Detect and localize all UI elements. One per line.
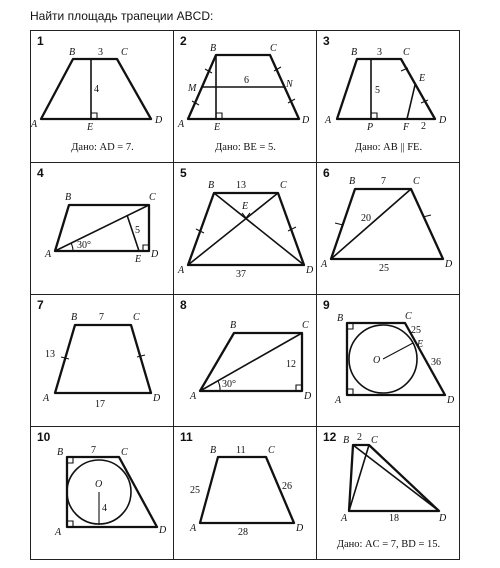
svg-text:D: D (447, 395, 455, 406)
problem-4-cell (31, 163, 174, 295)
problem-number: 12 (323, 430, 337, 444)
svg-text:25: 25 (379, 263, 389, 274)
svg-text:D: D (296, 523, 304, 534)
svg-text:D: D (153, 393, 161, 404)
svg-text:B: B (337, 313, 344, 324)
problem-given: Дано: AB || FE. (354, 142, 423, 153)
svg-text:A: A (55, 527, 62, 538)
svg-text:B: B (349, 176, 356, 187)
svg-text:3: 3 (377, 47, 382, 58)
svg-text:D: D (306, 265, 314, 276)
svg-text:D: D (155, 115, 163, 126)
svg-text:12: 12 (286, 359, 296, 370)
svg-text:D: D (302, 115, 310, 126)
svg-text:37: 37 (236, 269, 246, 280)
svg-text:B: B (71, 312, 78, 323)
problem-number: 2 (180, 34, 187, 48)
svg-text:A: A (45, 249, 52, 260)
problem-6-cell (317, 163, 460, 295)
svg-text:B: B (57, 447, 64, 458)
problem-5-cell (174, 163, 317, 295)
svg-text:B: B (210, 43, 217, 54)
problem-9-cell (317, 295, 460, 427)
problem-3-cell (317, 31, 460, 163)
svg-text:C: C (268, 445, 275, 456)
svg-text:25: 25 (190, 485, 200, 496)
problem-7-figure (31, 295, 174, 427)
problem-2-cell (174, 31, 317, 163)
svg-text:4: 4 (102, 503, 107, 514)
svg-text:D: D (445, 259, 453, 270)
problem-10-cell (31, 427, 174, 559)
svg-text:30°: 30° (222, 379, 236, 390)
svg-text:A: A (321, 259, 328, 270)
problems-grid (30, 30, 460, 560)
svg-text:E: E (135, 254, 142, 265)
problem-number: 6 (323, 166, 330, 180)
svg-text:C: C (302, 320, 309, 331)
svg-text:M: M (188, 83, 197, 94)
problem-6-figure (317, 163, 460, 295)
svg-text:11: 11 (236, 445, 246, 456)
svg-text:A: A (325, 115, 332, 126)
problem-number: 8 (180, 298, 187, 312)
svg-text:5: 5 (375, 85, 380, 96)
problem-given: Дано: AC = 7, BD = 15. (336, 539, 441, 550)
svg-text:B: B (351, 47, 358, 58)
problem-11-cell (174, 427, 317, 559)
problem-1-cell (31, 31, 174, 163)
svg-text:C: C (280, 180, 287, 191)
svg-text:N: N (286, 79, 293, 90)
svg-text:D: D (151, 249, 159, 260)
svg-text:E: E (419, 73, 426, 84)
problem-4-figure (31, 163, 174, 295)
problem-10-figure (31, 427, 174, 559)
svg-text:C: C (133, 312, 140, 323)
svg-text:17: 17 (95, 399, 105, 410)
svg-text:C: C (121, 447, 128, 458)
svg-text:28: 28 (238, 527, 248, 538)
svg-text:13: 13 (236, 180, 246, 191)
svg-text:E: E (417, 339, 424, 350)
svg-text:25: 25 (411, 325, 421, 336)
problem-11-figure (174, 427, 317, 559)
svg-text:C: C (371, 435, 378, 446)
svg-text:C: C (149, 192, 156, 203)
problem-9-figure (317, 295, 460, 427)
svg-text:D: D (159, 525, 167, 536)
svg-text:B: B (230, 320, 237, 331)
problem-12-cell (317, 427, 460, 559)
problem-given: Дано: BE = 5. (215, 142, 276, 153)
svg-text:26: 26 (282, 481, 292, 492)
problem-number: 5 (180, 166, 187, 180)
svg-text:E: E (242, 201, 249, 212)
problem-number: 3 (323, 34, 330, 48)
svg-text:P: P (367, 122, 374, 133)
problem-8-cell (174, 295, 317, 427)
problem-number: 1 (37, 34, 44, 48)
svg-text:C: C (121, 47, 128, 58)
svg-text:13: 13 (45, 349, 55, 360)
problem-8-figure (174, 295, 317, 427)
svg-text:D: D (439, 513, 447, 524)
svg-text:D: D (439, 115, 447, 126)
problem-5-figure (174, 163, 317, 295)
svg-text:7: 7 (381, 176, 386, 187)
svg-text:A: A (178, 119, 185, 130)
svg-text:A: A (190, 523, 197, 534)
svg-text:A: A (341, 513, 348, 524)
svg-text:C: C (413, 176, 420, 187)
svg-text:C: C (403, 47, 410, 58)
problem-7-cell (31, 295, 174, 427)
problem-number: 9 (323, 298, 330, 312)
svg-text:B: B (69, 47, 76, 58)
svg-text:A: A (43, 393, 50, 404)
problem-number: 10 (37, 430, 51, 444)
svg-text:E: E (87, 122, 94, 133)
svg-text:7: 7 (99, 312, 104, 323)
svg-text:6: 6 (244, 75, 249, 86)
svg-text:C: C (405, 311, 412, 322)
svg-text:18: 18 (389, 513, 399, 524)
svg-text:30°: 30° (77, 240, 91, 251)
svg-text:B: B (210, 445, 217, 456)
svg-text:2: 2 (421, 121, 426, 132)
svg-text:A: A (178, 265, 185, 276)
page-title: Найти площадь трапеции ABCD: (30, 9, 214, 23)
problem-number: 4 (37, 166, 44, 180)
problem-number: 7 (37, 298, 44, 312)
svg-text:E: E (214, 122, 221, 133)
svg-text:4: 4 (94, 84, 99, 95)
svg-text:36: 36 (431, 357, 441, 368)
svg-text:O: O (373, 355, 381, 366)
svg-text:B: B (65, 192, 72, 203)
svg-text:20: 20 (361, 213, 371, 224)
svg-text:C: C (270, 43, 277, 54)
svg-text:3: 3 (98, 47, 103, 58)
svg-text:B: B (343, 435, 350, 446)
svg-text:5: 5 (135, 225, 140, 236)
svg-text:A: A (31, 119, 38, 130)
svg-text:2: 2 (357, 432, 362, 443)
problem-number: 11 (180, 430, 193, 444)
svg-text:O: O (95, 479, 103, 490)
svg-text:D: D (304, 391, 312, 402)
svg-text:B: B (208, 180, 215, 191)
svg-text:A: A (335, 395, 342, 406)
svg-text:F: F (403, 122, 410, 133)
svg-text:A: A (190, 391, 197, 402)
problem-given: Дано: AD = 7. (71, 142, 134, 153)
svg-text:7: 7 (91, 445, 96, 456)
